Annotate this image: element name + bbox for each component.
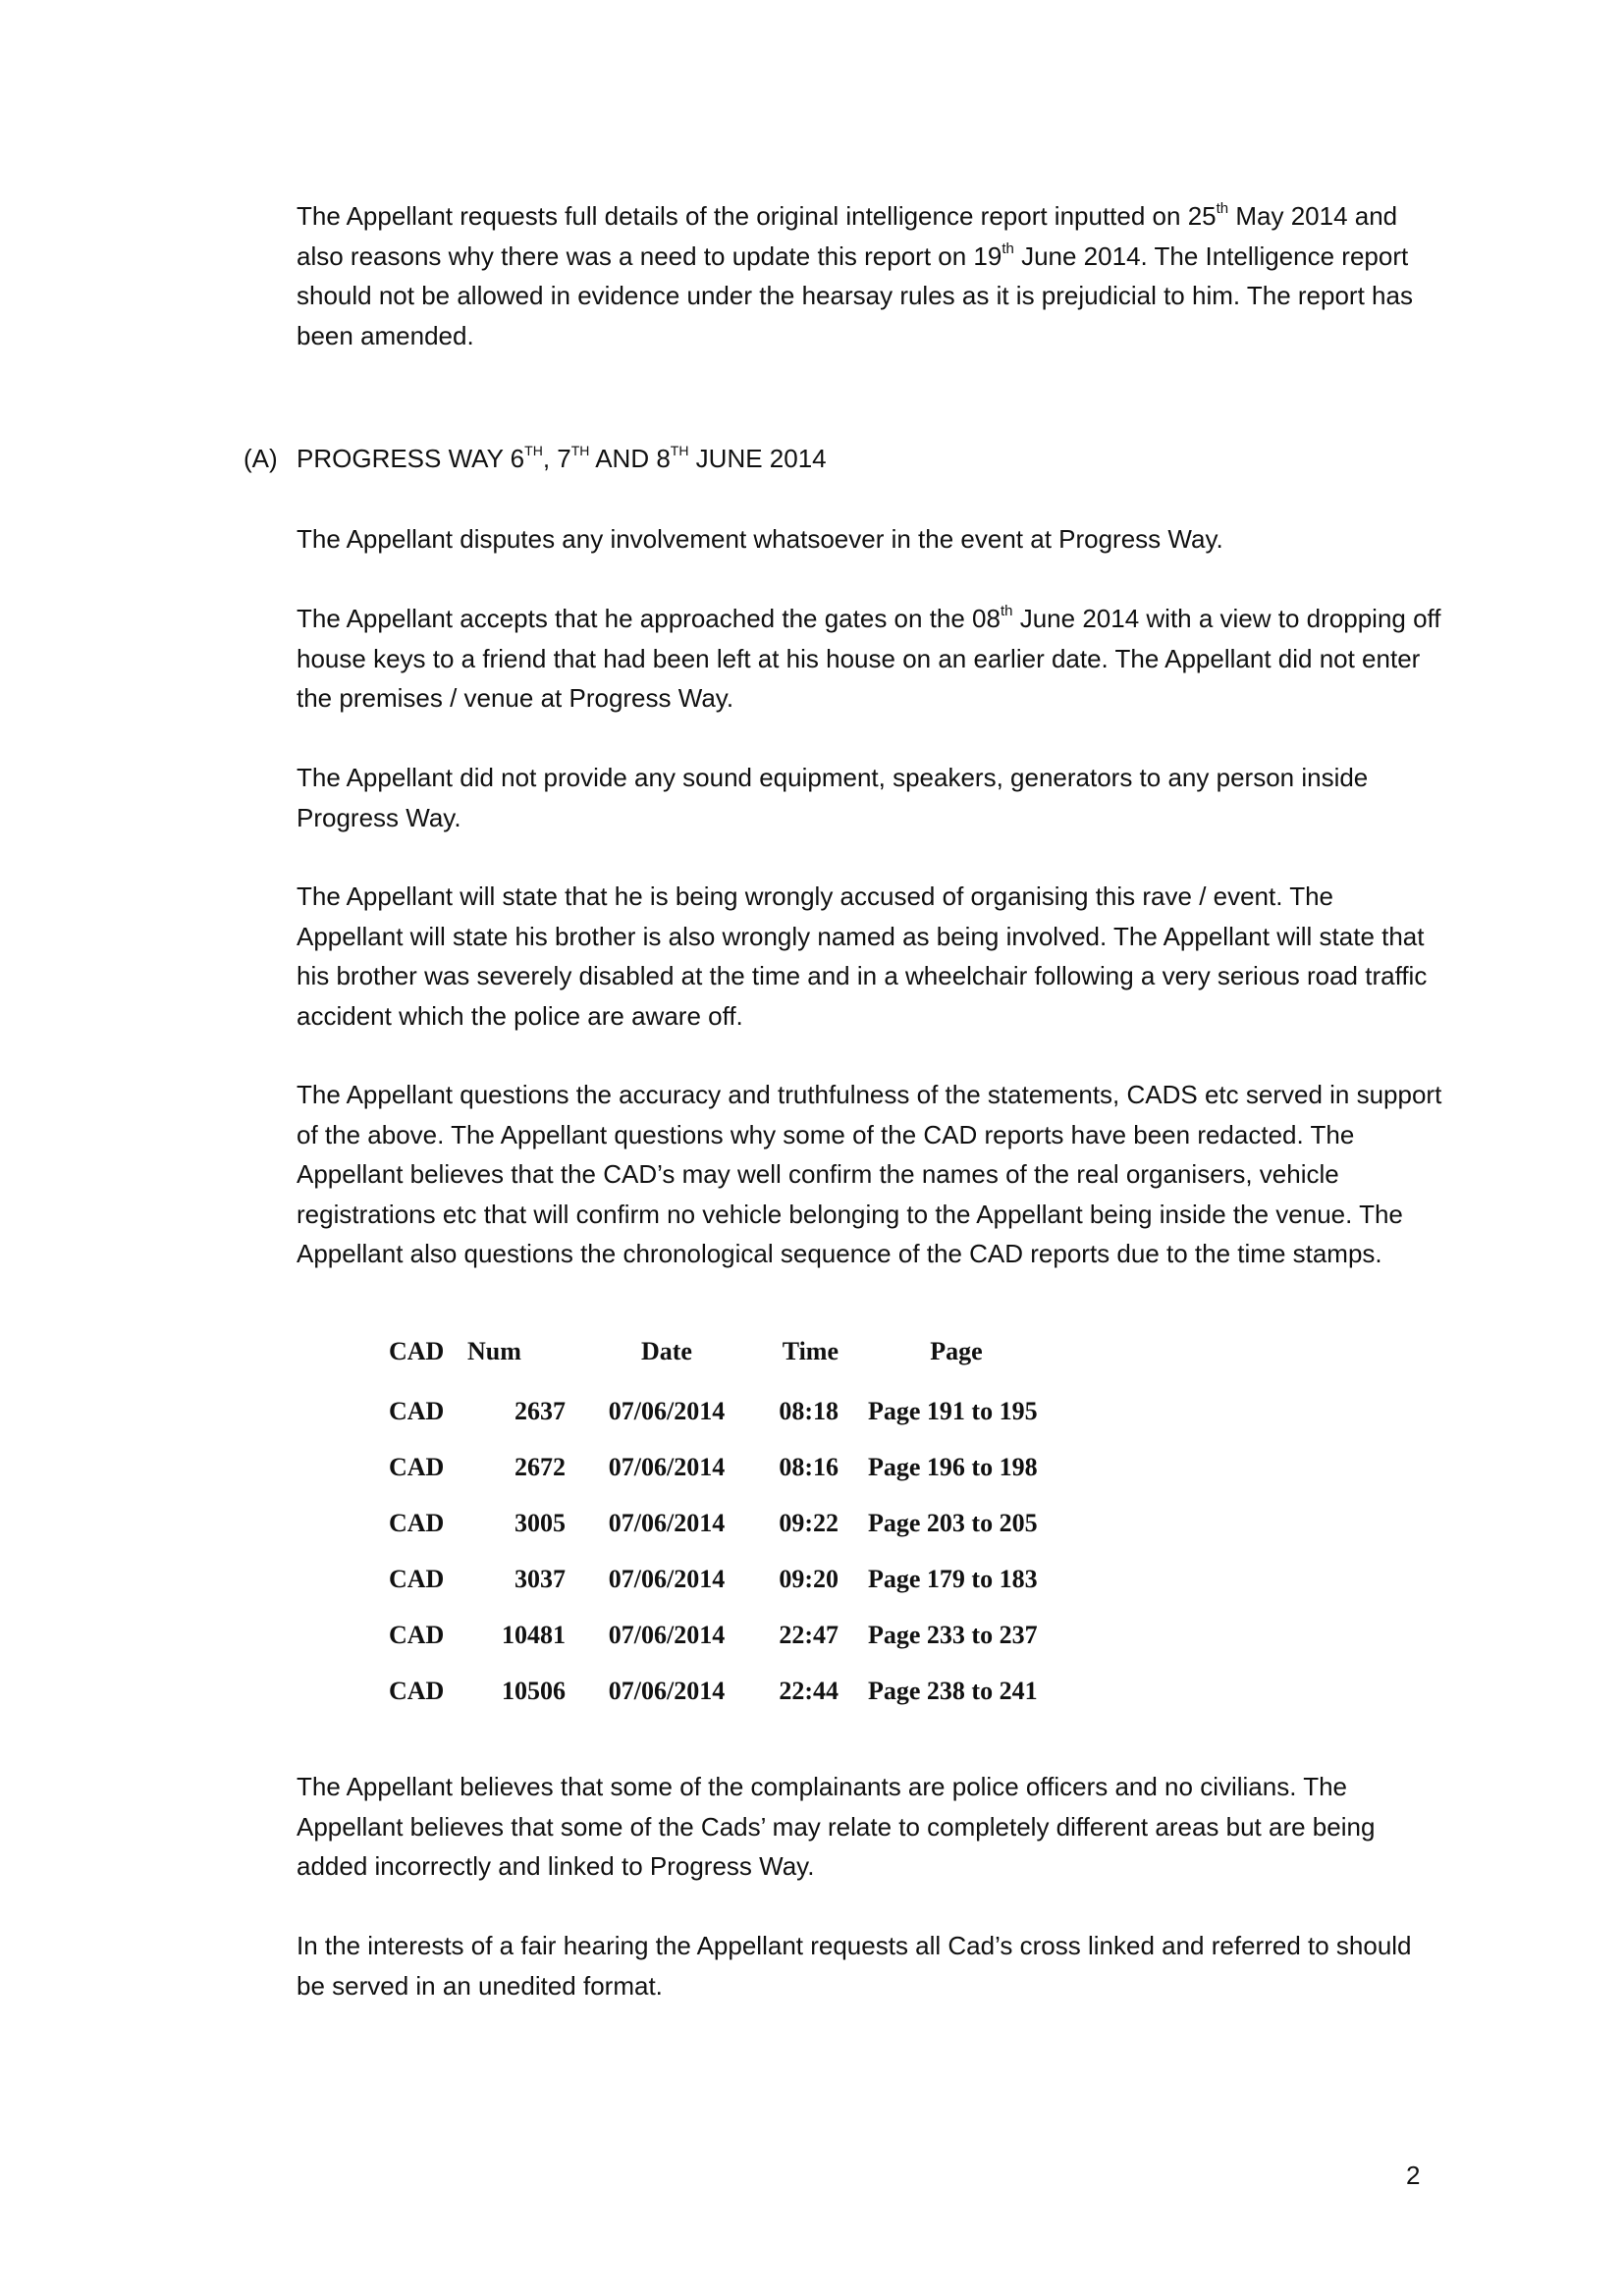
cell-page: Page 179 to 183 [868, 1564, 1038, 1593]
gates-text-1: The Appellant accepts that he approached the gates on the 08 [297, 604, 1001, 633]
heading-text-1: PROGRESS WAY 6 [297, 444, 525, 473]
cell-cad: CAD [389, 1676, 445, 1705]
cell-page: Page 238 to 241 [868, 1676, 1038, 1705]
intro-paragraph [297, 196, 1445, 355]
cell-num: 3005 [514, 1508, 566, 1537]
cell-num: 10481 [502, 1620, 566, 1649]
cell-time: 08:18 [779, 1396, 839, 1425]
cell-page: Page 203 to 205 [868, 1508, 1038, 1537]
heading-sup-2: TH [570, 443, 590, 458]
paragraph-cad-questions: The Appellant questions the accuracy and truthfulness of the statements, CADS etc served in support of the above. The Appellant questions why some of the CAD reports have been redacted. The Appellant believes that the CAD’s may well confirm the names of the real organisers, vehicle registrations etc that will confirm no vehicle belonging to the Appellant being inside the venue. The Appellant also questions the chronological sequence of the CAD reports due to the time stamps. [297, 1080, 1442, 1268]
paragraph-complainants: The Appellant believes that some of the complainants are police officers and no civilians. The Appellant believes that some of the Cads’ may relate to completely different areas but are being added incorrectly and linked to Progress Way. [297, 1772, 1376, 1881]
intro-text-2: May 2014 and also reasons why there was a need to update this report on 19 [297, 201, 1398, 271]
cell-time: 22:44 [779, 1676, 839, 1705]
cell-date: 07/06/2014 [608, 1396, 726, 1425]
cell-time: 08:16 [779, 1452, 839, 1481]
cell-cad: CAD [389, 1508, 445, 1537]
table-row [389, 1607, 1045, 1663]
table-row [389, 1383, 1045, 1439]
cell-time: 09:22 [779, 1508, 839, 1537]
header-cad: CAD [389, 1337, 445, 1365]
cell-cad: CAD [389, 1452, 445, 1481]
table-row [389, 1551, 1045, 1607]
paragraph-wrongly-accused: The Appellant will state that he is being wrongly accused of organising this rave / event. The Appellant will state his brother is also wrongly named as being involved. The Appellant will state that his brother was severely disabled at the time and in a wheelchair following a very serious road traffic accident which the police are aware off. [297, 881, 1428, 1031]
cell-date: 07/06/2014 [608, 1508, 726, 1537]
heading-text-2: , 7 [542, 444, 571, 473]
header-num: Num [467, 1337, 521, 1365]
cell-time: 09:20 [779, 1564, 839, 1593]
gates-sup: th [1000, 603, 1013, 619]
cell-time: 22:47 [779, 1620, 839, 1649]
gates-text-2: June 2014 with a view to dropping off house keys to a friend that had been left at his house on an earlier date. The Appellant did not enter the premises / venue at Progress Way. [297, 604, 1441, 713]
cell-num: 2637 [514, 1396, 566, 1425]
section-heading [244, 439, 827, 478]
cell-page: Page 233 to 237 [868, 1620, 1038, 1649]
heading-sup-1: TH [524, 443, 543, 458]
heading-text-4: JUNE 2014 [688, 444, 827, 473]
intro-text-1: The Appellant requests full details of the original intelligence report inputted on 25 [297, 201, 1217, 231]
cell-date: 07/06/2014 [608, 1676, 726, 1705]
table-header-row [389, 1327, 1045, 1383]
intro-sup-2: th [1001, 240, 1014, 257]
section-label: (A) [244, 444, 278, 473]
table-row [389, 1495, 1045, 1551]
cell-page: Page 196 to 198 [868, 1452, 1038, 1481]
heading-text-3: AND 8 [589, 444, 671, 473]
table-row [389, 1439, 1045, 1495]
cell-num: 10506 [502, 1676, 566, 1705]
page-number: 2 [1406, 2161, 1421, 2190]
paragraph-fair-hearing: In the interests of a fair hearing the Appellant requests all Cad’s cross linked and referred to should be served in an unedited format. [297, 1931, 1412, 2001]
cad-table [389, 1327, 1045, 1719]
cell-cad: CAD [389, 1620, 445, 1649]
paragraph-dispute: The Appellant disputes any involvement whatsoever in the event at Progress Way. [297, 524, 1223, 554]
heading-sup-3: TH [670, 443, 689, 458]
cell-num: 2672 [514, 1452, 566, 1481]
intro-sup-1: th [1216, 200, 1229, 217]
cell-date: 07/06/2014 [608, 1452, 726, 1481]
intro-text-3: June 2014. The Intelligence report should not be allowed in evidence under the hearsay rules as it is prejudicial to him. The report has been amended. [297, 240, 1413, 350]
cell-cad: CAD [389, 1396, 445, 1425]
cell-cad: CAD [389, 1564, 445, 1593]
table-row [389, 1663, 1045, 1719]
cell-page: Page 191 to 195 [868, 1396, 1038, 1425]
cell-num: 3037 [514, 1564, 566, 1593]
header-time: Time [782, 1337, 839, 1365]
header-page: Page [930, 1337, 983, 1365]
paragraph-gates [297, 599, 1445, 719]
cell-date: 07/06/2014 [608, 1564, 726, 1593]
paragraph-equipment: The Appellant did not provide any sound equipment, speakers, generators to any person inside Progress Way. [297, 763, 1369, 832]
header-date: Date [641, 1337, 692, 1365]
cell-date: 07/06/2014 [608, 1620, 726, 1649]
